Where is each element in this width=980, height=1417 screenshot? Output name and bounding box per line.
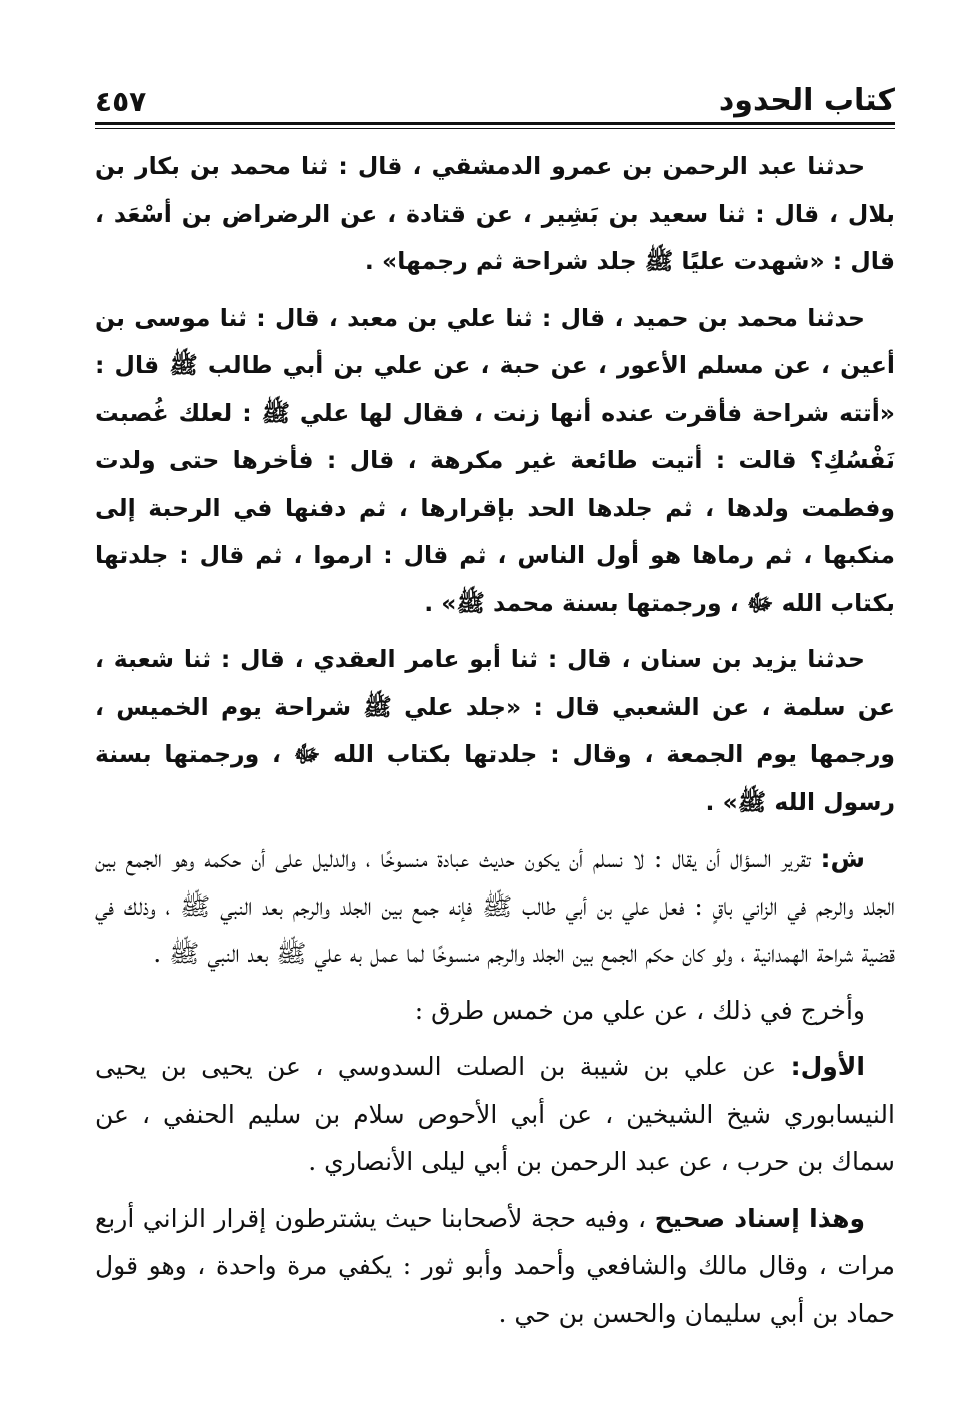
header-rule-thick bbox=[95, 122, 895, 125]
chapter-title: كتاب الحدود bbox=[718, 83, 895, 118]
header-rule-thin bbox=[95, 128, 895, 129]
paragraph-7-lead: وهذا إسناد صحيح bbox=[654, 1203, 866, 1233]
page-body bbox=[95, 143, 895, 1337]
paragraph-4 bbox=[95, 835, 895, 978]
paragraph-5: وأخرج في ذلك ، عن علي من خمس طرق : bbox=[414, 995, 865, 1025]
paragraph-4-text: تقرير السؤال أن يقال : لا نسلم أن يكون حديث عبادة منسوخًا ، والدليل على أن حكمه وهو الجمع بين الجلد والرجم في الزاني باقٍ : فعل علي بن أبي طالب ﷺ فإنه جمع بين الجلد والرجم بعد النبي ﷺ ، وذلك في قضية شراحة الهمدانية ، ولو كان حكم الجمع بين الجلد والرجم منسوخًا لما عمل به علي ﷺ بعد النبي ﷺ . bbox=[95, 844, 895, 968]
paragraph-4-lead: ش: bbox=[820, 844, 865, 873]
page-number: ٤٥٧ bbox=[95, 85, 147, 118]
paragraph-6-lead: الأول: bbox=[790, 1052, 865, 1081]
page-header bbox=[95, 70, 895, 122]
paragraph-3: حدثنا يزيد بن سنان ، قال : ثنا أبو عامر العقدي ، قال : ثنا شعبة ، عن سلمة ، عن الشعبي قال : «جلد علي ﷺ شراحة يوم الخميس ، ورجمها يوم الجمعة ، وقال : جلدتها بكتاب الله ﷻ ، ورجمتها بسنة رسول الله ﷺ» . bbox=[95, 645, 895, 816]
paragraph-7-text: ، وفيه حجة لأصحابنا حيث يشترطون إقرار الزاني أربع مرات ، وقال مالك والشافعي وأحمد وأبو ثور : يكفي مرة واحدة ، وهو قول حماد بن أبي سليمان والحسن بن حي . bbox=[95, 1203, 895, 1328]
paragraph-6 bbox=[95, 1043, 895, 1186]
paragraph-2: حدثنا محمد بن حميد ، قال : ثنا علي بن معبد ، قال : ثنا موسى بن أعين ، عن مسلم الأعور ، عن حبة ، عن علي بن أبي طالب ﷺ قال : «أتته شراحة فأقرت عنده أنها زنت ، فقال لها علي ﷺ : لعلك غُصبت نَفْسُكِ؟ قالت : أتيت طائعة غير مكرهة ، قال : فأخرها حتى ولدت وفطمت ولدها ، ثم جلدها الحد بإقرارها ، ثم دفنها في الرحبة إلى منكبها ، ثم رماها هو أول الناس ، ثم قال : ارموا ، ثم قال : جلدتها بكتاب الله ﷻ ، ورجمتها بسنة محمد ﷺ» . bbox=[95, 303, 895, 617]
paragraph-1: حدثنا عبد الرحمن بن عمرو الدمشقي ، قال : ثنا محمد بن بكار بن بلال ، قال : ثنا سعيد بن بَشِير ، عن قتادة ، عن الرضراض بن أسْعَد ، قال : «شهدت عليًا ﷺ جلد شراحة ثم رجمها» . bbox=[95, 152, 895, 275]
paragraph-6-text: عن علي بن شيبة بن الصلت السدوسي ، عن يحيى بن يحيى النيسابوري شيخ الشيخين ، عن أبي الأحوص سلام بن سليم الحنفي ، عن سماك بن حرب ، عن عبد الرحمن بن أبي ليلى الأنصاري . bbox=[95, 1052, 895, 1176]
book-page bbox=[95, 70, 895, 1370]
paragraph-7 bbox=[95, 1195, 895, 1338]
